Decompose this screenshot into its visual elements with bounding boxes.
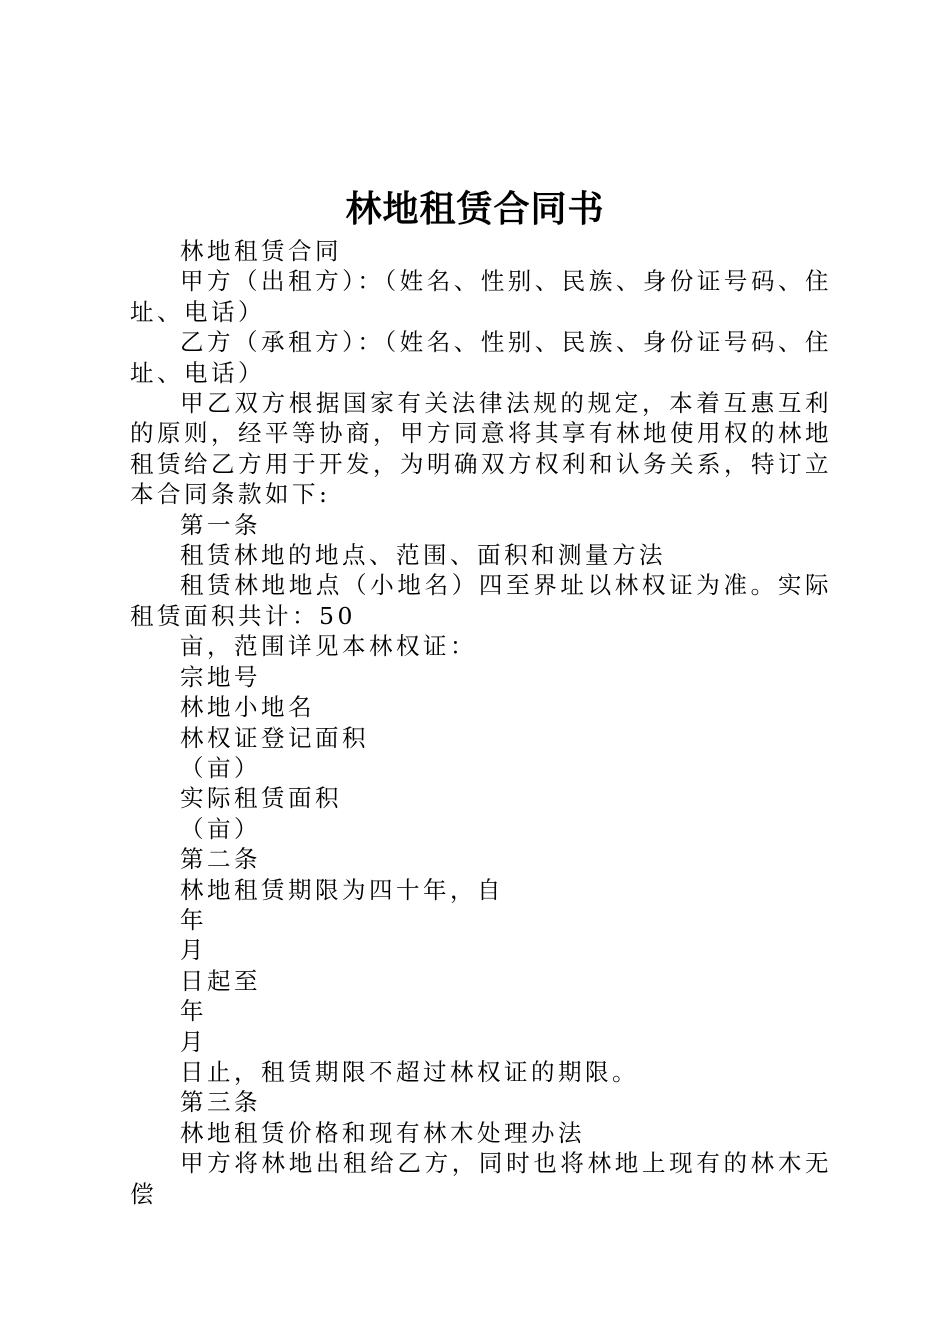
paragraph-article-3-heading: 第三条 <box>180 1088 261 1117</box>
paragraph-lease-term: 林地租赁期限为四十年，自 <box>180 875 504 904</box>
paragraph-lease-scope: 亩，范围详见本林权证： <box>180 632 477 661</box>
paragraph-lease-location: 租赁林地地点（小地名）四至界址以林权证为准。实际租赁面积共计：50 <box>130 571 832 630</box>
document-body <box>130 236 832 1209</box>
paragraph-end-day: 日止，租赁期限不超过林权证的期限。 <box>180 1057 639 1086</box>
paragraph-unit-mu-2: （亩） <box>180 814 261 843</box>
paragraph-start-day: 日起至 <box>180 966 261 995</box>
paragraph-start-year: 年 <box>180 905 207 934</box>
paragraph-start-month: 月 <box>180 936 207 965</box>
paragraph-party-a: 甲方（出租方）：（姓名、性别、民族、身份证号码、住址、电话） <box>130 267 832 326</box>
paragraph-article-1-heading: 第一条 <box>180 510 261 539</box>
paragraph-party-b: 乙方（承租方）：（姓名、性别、民族、身份证号码、住址、电话） <box>130 328 832 387</box>
paragraph-end-year: 年 <box>180 997 207 1026</box>
paragraph-contract-name: 林地租赁合同 <box>180 237 342 265</box>
paragraph-forest-transfer: 甲方将林地出租给乙方，同时也将林地上现有的林木无偿 <box>130 1149 832 1208</box>
paragraph-article-1-title: 租赁林地的地点、范围、面积和测量方法 <box>180 541 666 570</box>
paragraph-preamble: 甲乙双方根据国家有关法律法规的规定，本着互惠互利的原则，经平等协商，甲方同意将其享有林地使用权的林地租赁给乙方用于开发，为明确双方权利和认务关系，特订立本合同条款如下: <box>130 389 832 509</box>
paragraph-article-2-heading: 第二条 <box>180 845 261 874</box>
paragraph-article-3-title: 林地租赁价格和现有林木处理办法 <box>180 1118 585 1147</box>
document-title: 林地租赁合同书 <box>345 188 605 230</box>
paragraph-actual-area: 实际租赁面积 <box>180 784 342 813</box>
paragraph-unit-mu-1: （亩） <box>180 753 261 782</box>
paragraph-parcel-name: 林地小地名 <box>180 693 315 722</box>
paragraph-end-month: 月 <box>180 1027 207 1056</box>
paragraph-parcel-number: 宗地号 <box>180 662 261 691</box>
paragraph-registered-area: 林权证登记面积 <box>180 723 369 752</box>
